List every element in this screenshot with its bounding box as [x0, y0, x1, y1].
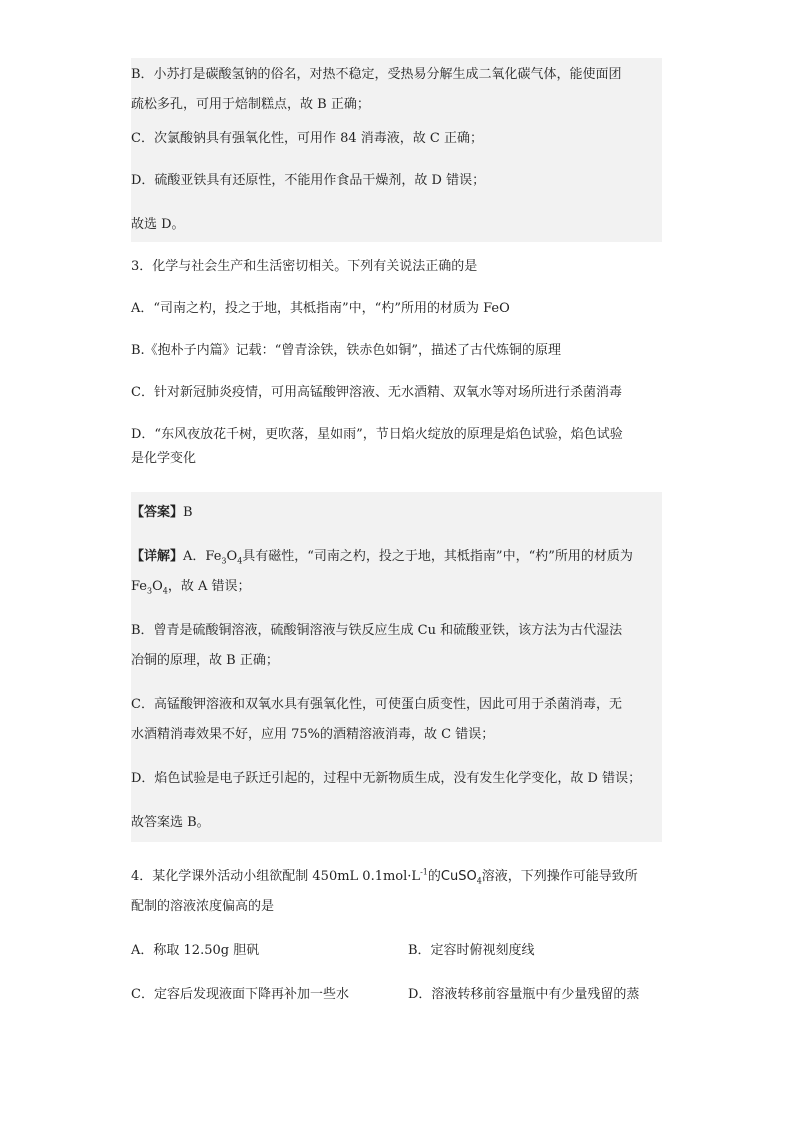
formula-text: CuSO: [440, 869, 477, 884]
detail-line: D．焰色试验是电子跃迁引起的，过程中无新物质生成，没有发生化学变化，故 D 错误；: [131, 771, 642, 786]
q3-option-c: [131, 370, 662, 412]
text: ，故 A 错误；: [167, 579, 251, 594]
q3-detail-c: [131, 680, 662, 754]
question-stem: [131, 866, 662, 888]
detail-line: 故答案选 B。: [131, 815, 210, 830]
subscript: 4: [237, 556, 243, 566]
q3-detail-b: [131, 606, 662, 680]
text: 的: [427, 869, 441, 884]
q4-options-row-2: [131, 962, 662, 1006]
option-text: A．“司南之杓，投之于地，其柢指南”中，“杓”所用的材质为 FeO: [131, 301, 510, 316]
q3-option-a: [131, 286, 662, 328]
q3-option-b: [131, 328, 662, 370]
subscript: 3: [147, 586, 153, 596]
answer-label: 【答案】: [131, 505, 184, 520]
q3-answer: [131, 492, 662, 534]
option-text: C．针对新冠肺炎疫情，可用高锰酸钾溶液、无水酒精、双氧水等对场所进行杀菌消毒: [131, 385, 622, 400]
text: A．Fe: [183, 549, 222, 564]
text-line: D．硫酸亚铁具有还原性，不能用作食品干燥剂，故 D 错误；: [131, 173, 486, 188]
prev-final: [131, 198, 662, 242]
q3-detail-d: [131, 754, 662, 798]
option-text: D．溶液转移前容量瓶中有少量残留的蒸: [408, 987, 640, 1002]
detail-line: C．高锰酸钾溶液和双氧水具有强氧化性，可使蛋白质变性，因此可用于杀菌消毒，无: [131, 697, 622, 712]
option-text: D．“东风夜放花千树，更吹落，星如雨”，节日焰火绽放的原理是焰色试验，焰色试验: [131, 427, 623, 442]
question-stem: 配制的溶液浓度偏高的是: [131, 899, 275, 914]
text: Fe: [131, 579, 148, 594]
option-text: A．称取 12.50g 胆矾: [131, 943, 260, 958]
detail-line: 水酒精消毒效果不好，应用 75%的酒精溶液消毒，故 C 错误；: [131, 727, 495, 742]
detail-line: [131, 576, 662, 598]
document-page: [131, 58, 662, 1006]
text: 具有磁性，“司南之杓，投之于地，其柢指南”中，“杓”所用的材质为: [242, 549, 633, 564]
subscript: 3: [221, 556, 227, 566]
superscript: -1: [420, 867, 428, 877]
text-line: 故选 D。: [131, 217, 185, 232]
q4-options-row-1: [131, 918, 662, 962]
option-text: 是化学变化: [131, 451, 197, 466]
answer-line: [131, 502, 662, 524]
text: O: [152, 579, 163, 594]
q3-stem: [131, 242, 662, 286]
option-text: B.《抱朴子内篇》记载：“曾青涂铁，铁赤色如铜”，描述了古代炼铜的原理: [131, 343, 561, 358]
text: O: [226, 549, 238, 564]
q3-final: [131, 798, 662, 842]
text: 4．某化学课外活动小组欲配制 450mL 0.1mol·L: [131, 869, 421, 884]
detail-line: 冶铜的原理，故 B 正确；: [131, 653, 279, 668]
option-text: B．定容时俯视刻度线: [408, 943, 535, 958]
text-line: C．次氯酸钠具有强氧化性，可用作 84 消毒液，故 C 正确；: [131, 131, 483, 146]
detail-label: 【详解】: [131, 549, 184, 564]
option-text: C．定容后发现液面下降再补加一些水: [131, 987, 349, 1002]
q3-detail-a: [131, 534, 662, 606]
text-line: B．小苏打是碳酸氢钠的俗名，对热不稳定，受热易分解生成二氧化碳气体，能使面团: [131, 67, 622, 82]
question-stem: 3．化学与社会生产和生活密切相关。下列有关说法正确的是: [131, 259, 478, 274]
answer-value: B: [183, 505, 193, 520]
q3-option-d: [131, 412, 662, 478]
text: 溶液，下列操作可能导致所: [481, 869, 638, 884]
prev-explanation-c: [131, 122, 662, 156]
prev-explanation-d: [131, 156, 662, 198]
text-line: 疏松多孔，可用于焙制糕点，故 B 正确；: [131, 97, 370, 112]
prev-explanation-b: [131, 58, 662, 122]
q4-stem: [131, 842, 662, 918]
detail-line: [131, 546, 662, 568]
subscript: 4: [476, 876, 482, 886]
detail-line: B．曾青是硫酸铜溶液，硫酸铜溶液与铁反应生成 Cu 和硫酸亚铁，该方法为古代湿法: [131, 623, 623, 638]
subscript: 4: [162, 586, 168, 596]
